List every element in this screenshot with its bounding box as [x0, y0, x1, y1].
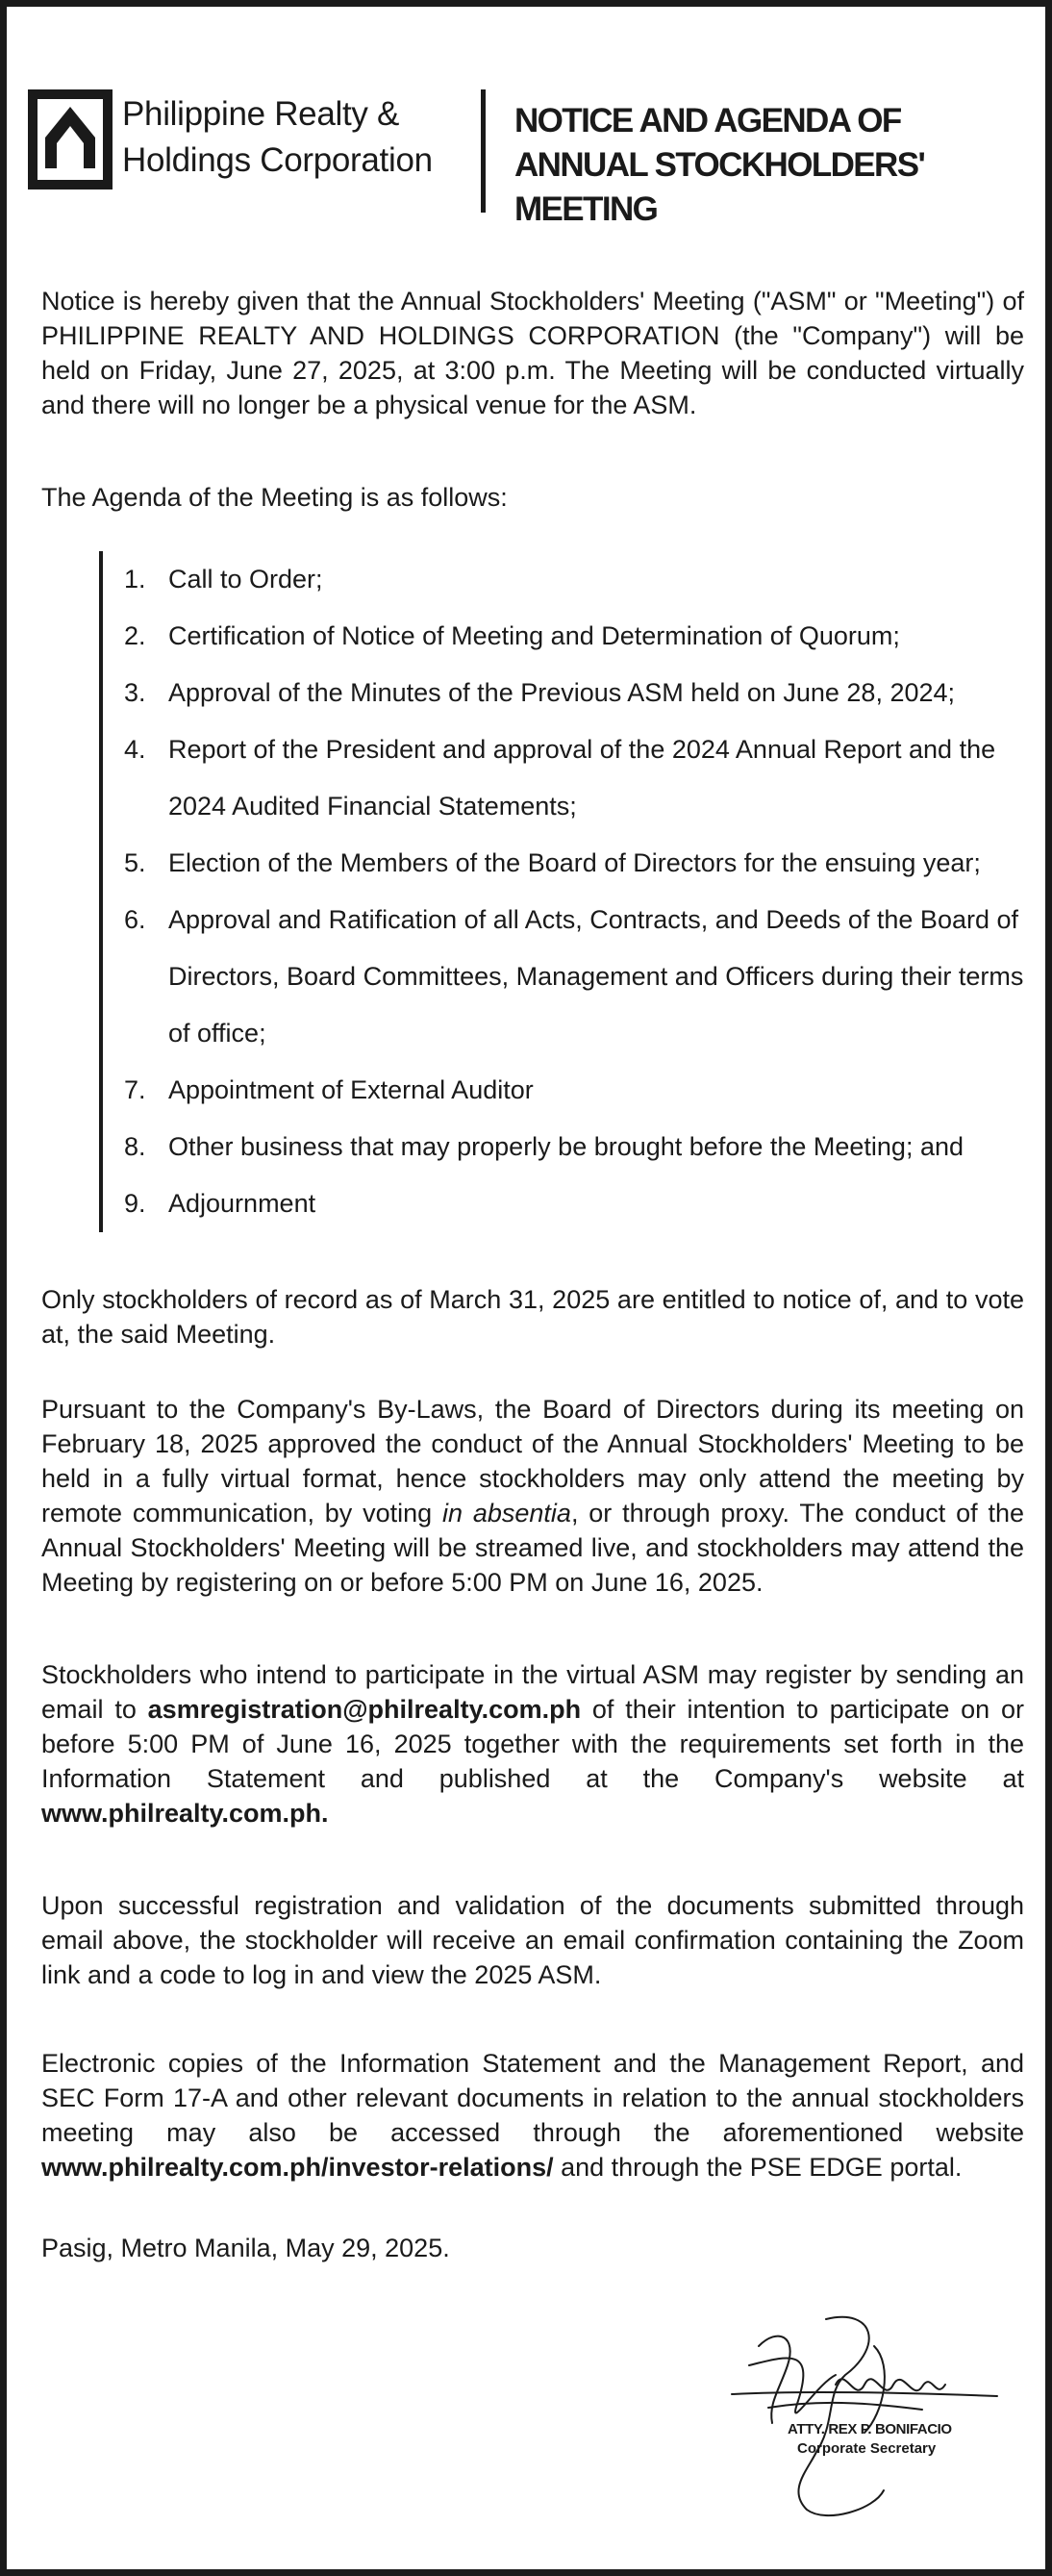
- agenda-item: [103, 608, 1026, 665]
- agenda-item-label: Other business that may properly be brought before the Meeting; and: [168, 1132, 964, 1161]
- agenda-item-label: Certification of Notice of Meeting and Determination of Quorum;: [168, 621, 900, 650]
- documents-text-continued: and through the PSE EDGE portal.: [553, 2153, 963, 2182]
- pursuant-text: Pursuant to the Company's By-Laws, the Board of Directors during its meeting on February 18, 2025 approved the conduct of the Annual Stockholders' Meeting to be held in a fully virtual format, hence stockholders may only attend the meeting by remote communication, by voting: [41, 1395, 1024, 1528]
- agenda-item-number: 8.: [124, 1132, 146, 1161]
- agenda-list: [99, 551, 1026, 1232]
- header: [7, 7, 1045, 228]
- agenda-item-number: 6.: [124, 905, 146, 934]
- signature-scribble-icon: [730, 2308, 999, 2529]
- notice-title-line2: ANNUAL STOCKHOLDERS' MEETING: [514, 146, 925, 228]
- agenda-item-label: Adjournment: [168, 1189, 316, 1218]
- agenda-item-number: 9.: [124, 1189, 146, 1218]
- company-website-link[interactable]: www.philrealty.com.ph: [41, 1799, 322, 1828]
- pursuant-paragraph: [41, 1392, 1024, 1600]
- notice-title: [514, 99, 1045, 232]
- agenda-item: [103, 835, 1026, 892]
- agenda-item-label: Approval and Ratification of all Acts, Contracts, and Deeds of the Board of Directors, Board Committees, Management and Officers during their terms of office;: [168, 905, 1024, 1048]
- record-date-paragraph: Only stockholders of record as of March 31, 2025 are entitled to notice of, and to vote at, the said Meeting.: [41, 1285, 1024, 1349]
- agenda-item-label: Election of the Members of the Board of Directors for the ensuing year;: [168, 848, 981, 877]
- registration-paragraph: [41, 1657, 1024, 1831]
- place-date: Pasig, Metro Manila, May 29, 2025.: [41, 2234, 450, 2262]
- agenda-item-label: Appointment of External Auditor: [168, 1075, 534, 1104]
- company-name-line2: Holdings Corporation: [122, 141, 433, 179]
- company-name: [122, 91, 433, 184]
- agenda-item: [103, 1062, 1026, 1119]
- agenda-item-number: 1.: [124, 565, 146, 593]
- registration-text-continued: of their intention to participate on or before 5:00 PM of June 16, 2025 together with the requirements set forth in the Information Statement and published at the Company's website at: [41, 1695, 1024, 1793]
- intro-paragraph: Notice is hereby given that the Annual Stockholders' Meeting ("ASM" or "Meeting") of PHILIPPINE REALTY AND HOLDINGS CORPORATION (the "Company") will be held on Friday, June 27, 2025, at 3:00 p.m. The Meeting will be conducted virtually and there will no longer be a physical venue for the ASM.: [41, 287, 1024, 419]
- agenda-item: [103, 665, 1026, 721]
- registration-email-link[interactable]: asmregistration@philrealty.com.ph: [147, 1695, 582, 1724]
- agenda-item-label: Report of the President and approval of the 2024 Annual Report and the 2024 Audited Financial Statements;: [168, 735, 996, 821]
- documents-paragraph: [41, 2046, 1024, 2185]
- confirmation-paragraph: Upon successful registration and validation of the documents submitted through email above, the stockholder will receive an email confirmation containing the Zoom link and a code to log in and view the 2025 ASM.: [41, 1891, 1024, 1989]
- signatory-name: ATTY. REX P. BONIFACIO: [788, 2421, 952, 2437]
- in-absentia-text: in absentia: [442, 1499, 571, 1528]
- company-logo-icon: [28, 86, 113, 189]
- documents-text: Electronic copies of the Information Statement and the Management Report, and SEC Form 17-A and other relevant documents in relation to the annual stockholders meeting may also be accessed through the aforementioned website: [41, 2049, 1024, 2147]
- signatory-title: Corporate Secretary: [797, 2440, 937, 2457]
- agenda-item: [103, 551, 1026, 608]
- agenda-item-label: Call to Order;: [168, 565, 323, 593]
- agenda-item-number: 3.: [124, 678, 146, 707]
- agenda-item-number: 4.: [124, 735, 146, 764]
- pursuant-text-continued: , or through proxy. The conduct of the Annual Stockholders' Meeting will be streamed live, and stockholders may attend the Meeting by registering on or before 5:00 PM on June 16, 2025.: [41, 1499, 1024, 1597]
- notice-title-line1: NOTICE AND AGENDA OF: [514, 102, 901, 139]
- company-name-line1: Philippine Realty &: [122, 95, 400, 133]
- agenda-item: [103, 892, 1026, 1062]
- agenda-lead: The Agenda of the Meeting is as follows:: [41, 483, 508, 512]
- investor-relations-link[interactable]: www.philrealty.com.ph/investor-relations/: [41, 2153, 554, 2182]
- agenda-item: [103, 1119, 1026, 1175]
- agenda-item-number: 7.: [124, 1075, 146, 1104]
- signature-block: [730, 2308, 999, 2529]
- agenda-item-label: Approval of the Minutes of the Previous ASM held on June 28, 2024;: [168, 678, 956, 707]
- agenda-item: [103, 721, 1026, 835]
- agenda-item: [103, 1175, 1026, 1232]
- registration-text: Stockholders who intend to participate in the virtual ASM may register by sending an email to: [41, 1660, 1024, 1724]
- agenda-item-number: 5.: [124, 848, 146, 877]
- registration-period: .: [321, 1799, 329, 1828]
- header-divider: [481, 89, 486, 213]
- agenda-item-number: 2.: [124, 621, 146, 650]
